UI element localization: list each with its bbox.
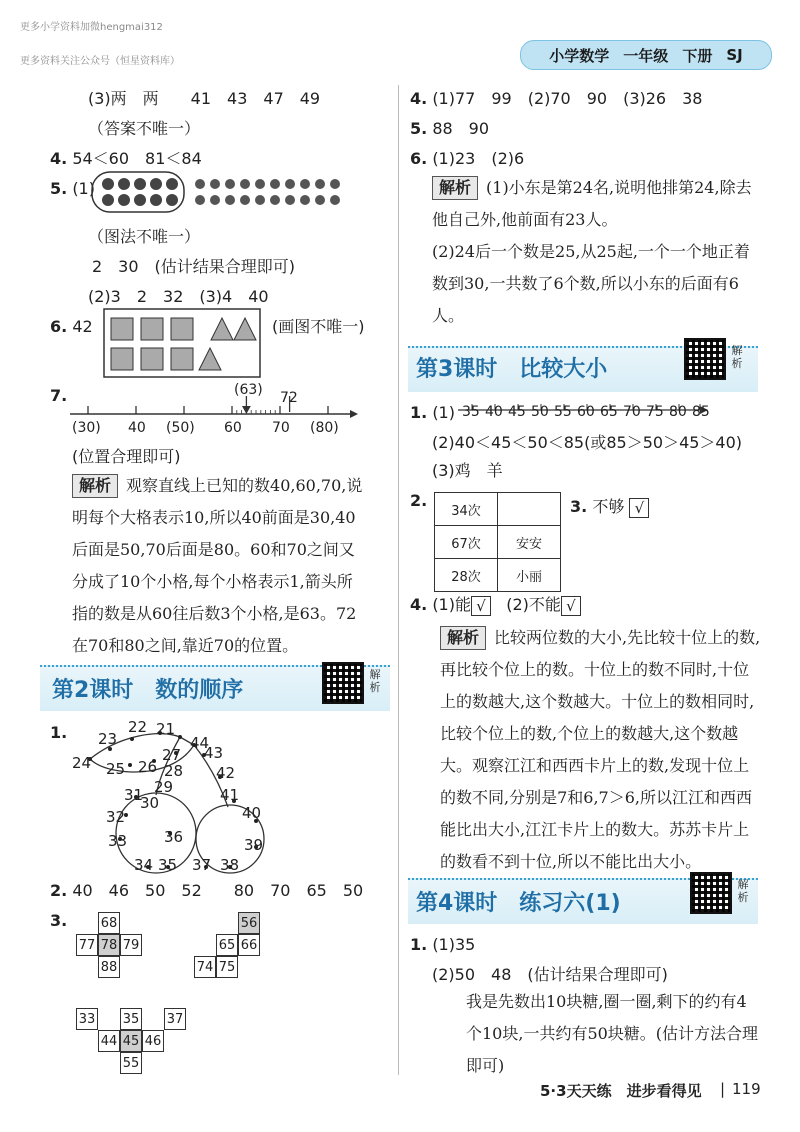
q5-line-3: (2)3 2 32 (3)4 40 [88,287,269,306]
left-analysis [72,470,364,662]
cherry-number: 21 [156,720,176,738]
question-number: 1. [410,403,428,422]
cherry-number: 34 [134,856,154,874]
qr-label: 解析 [737,878,749,904]
grid-b-cell: 65 [216,934,238,956]
left-line-1: (3)两 两 41 43 47 49 [88,89,321,108]
lesson3-analysis-text: 比较两位数的大小,先比较十位上的数,再比较个位上的数。十位上的数不同时,十位上的数越大,这个数越大。十位上的数相同时,比较个位上的数,个位上的数越大,这个数越大。观察江江和西西卡片上的数,发现十位上的数不同,分别是7和6,7＞6,所以江江和西西能比出大小,江江卡片上的数大。苏苏卡片上的数看不到十位,所以不能比出大小。 [440,628,761,871]
cherry-number: 28 [164,762,184,780]
cherry-number: 43 [204,744,224,762]
grid-c-cell: 45 [120,1030,142,1052]
cherry-number: 35 [158,856,178,874]
left-line-2: （答案不唯一） [88,119,201,138]
grid-a-cell: 77 [76,934,98,956]
cherry-number: 31 [124,786,144,804]
cherry-number: 39 [244,836,264,854]
cherry-number: 23 [98,730,118,748]
qr-label: 解析 [731,344,743,370]
page-number: 119 [732,1080,761,1098]
lesson3-table [434,492,561,592]
header-subject: 小学数学 [549,46,610,65]
lesson3-q4-b: (2)不能 [506,595,561,614]
grid-c-cell: 33 [76,1008,98,1030]
header-volume: 下册 [682,46,713,65]
cherry-number: 36 [164,828,184,846]
cherry-number: 25 [106,760,126,778]
question-number: 7. [50,386,68,405]
q2-answer: 40 46 50 52 80 70 65 50 [72,881,364,900]
cherry-number: 24 [72,754,92,772]
table-cell: 67次 [435,526,498,559]
lesson3-analysis [440,622,762,878]
watermark-line-2: 更多资料关注公众号（恒星资料库） [20,56,180,67]
header-banner [520,40,772,70]
cherry-number: 32 [106,808,126,826]
question-number: 5. [50,179,68,198]
cherry-number: 29 [154,778,174,796]
numline-label: 80 [669,404,687,420]
grid-a-cell: 88 [98,956,120,978]
question-number: 4. [410,89,428,108]
question-number: 6. [410,149,428,168]
grid-c-cell: 46 [142,1030,164,1052]
numline-label: 75 [646,404,664,420]
grid-b-cell: 56 [238,912,260,934]
q7-note: (位置合理即可) [72,447,181,466]
question-number: 5. [410,119,428,138]
table-cell: 34次 [435,493,498,526]
lesson-3-title: 第3课时 比较大小 [416,357,608,382]
shapes-figure [103,308,263,380]
lesson3-q1-part2: (2)40＜45＜50＜85(或85＞50＞45＞40) [432,433,743,452]
table-row [435,526,561,559]
q6-note: (画图不唯一) [272,317,365,336]
numline-label: 40 [485,404,503,420]
numline-label: 65 [600,404,618,420]
analysis-tag: 解析 [440,626,486,650]
check-icon: √ [471,596,491,616]
question-number: 3. [50,911,68,930]
q7-tick-label: (50) [166,420,195,436]
cherry-number: 42 [216,764,236,782]
cherry-number: 33 [108,832,128,850]
lesson-4-title: 第4课时 练习六(1) [416,891,621,916]
dots-figure [88,168,388,218]
grid-a-cell: 79 [120,934,142,956]
column-divider [398,85,399,1075]
check-icon: √ [629,498,649,518]
question-number: 2. [410,491,428,510]
right-q6-answer: (1)23 (2)6 [432,149,525,168]
numline-label: 45 [508,404,526,420]
grid-c-cell: 44 [98,1030,120,1052]
table-cell: 28次 [435,559,498,592]
q5-note: （图法不唯一） [88,227,201,246]
lesson3-q1-part1: (1) [432,403,455,422]
right-analysis [432,172,762,332]
grid-c-cell: 55 [120,1052,142,1074]
numline-label: 50 [531,404,549,420]
lesson3-q3-answer: 不够 [592,497,625,516]
grid-c-cell: 35 [120,1008,142,1030]
question-number: 1. [50,723,68,742]
cherry-number: 37 [192,856,212,874]
table-row [435,559,561,592]
q7-tick-label: (80) [310,420,339,436]
footer-separator: | [720,1080,726,1098]
lesson4-q1-part3: 我是先数出10块糖,圈一圈,剩下的约有4个10块,一共约有50块糖。(估计方法合理即可) [466,992,759,1075]
grid-a-cell: 78 [98,934,120,956]
lesson3-q4-a: (1)能 [432,595,471,614]
cherry-number: 26 [138,758,158,776]
cherry-number: 40 [242,804,262,822]
lesson4-q1-part1: (1)35 [432,935,476,954]
question-number: 6. [50,317,68,336]
cherry-number: 38 [220,856,240,874]
cherry-number: 27 [162,746,182,764]
q7-tick-label: 70 [272,420,290,436]
q7-tick-label: (30) [72,420,101,436]
analysis-tag: 解析 [72,474,118,498]
numline-label: 85 [692,404,710,420]
grid-b-cell: 75 [216,956,238,978]
q7-label-63: (63) [234,382,263,398]
grid-b-cell: 74 [194,956,216,978]
qr-code-icon[interactable] [322,662,364,704]
question-number: 4. [410,595,428,614]
check-icon: √ [561,596,581,616]
q7-label-72: 72 [280,390,298,406]
q6-answer: 42 [72,317,93,336]
analysis-tag: 解析 [432,176,478,200]
right-q4-answer: (1)77 99 (2)70 90 (3)26 38 [432,89,703,108]
cherry-number: 30 [140,794,160,812]
question-number: 1. [410,935,428,954]
lesson4-q1-part2: (2)50 48 (估计结果合理即可) [432,965,668,984]
grid-b-cell: 66 [238,934,260,956]
q7-tick-label: 40 [128,420,146,436]
left-analysis-text: 观察直线上已知的数40,60,70,说明每个大格表示10,所以40前面是30,40后面是50,70后面是80。60和70之间又分成了10个小格,每个小格表示1,箭头所指的数是从60往后数3个小格,是63。72在70和80之间,靠近70的位置。 [72,476,363,655]
q5-part-label: (1) [72,179,95,198]
header-edition: SJ [726,46,743,64]
table-cell [498,493,561,526]
question-number: 3. [570,497,588,516]
qr-code-icon[interactable] [690,872,732,914]
numline-label: 55 [554,404,572,420]
table-cell: 小丽 [498,559,561,592]
table-row [435,493,561,526]
grid-c-cell: 37 [164,1008,186,1030]
q5-line-2: 2 30 (估计结果合理即可) [92,257,296,276]
q7-tick-label: 60 [224,420,242,436]
cherry-number: 22 [128,718,148,736]
lesson-2-title: 第2课时 数的顺序 [52,678,244,703]
question-number: 2. [50,881,68,900]
numline-label: 70 [623,404,641,420]
header-grade: 一年级 [623,46,669,65]
numline-label: 60 [577,404,595,420]
q4-answer: 54＜60 81＜84 [72,149,202,168]
qr-label: 解析 [369,668,381,694]
numline-label: 35 [462,404,480,420]
right-analysis-text-2: (2)24后一个数是25,从25起,一个一个地正着数到30,一共数了6个数,所以小东的后面有6人。 [432,242,750,325]
right-q5-answer: 88 90 [432,119,490,138]
question-number: 4. [50,149,68,168]
cherry-number: 44 [190,734,210,752]
lesson3-q1-part3: (3)鸡 羊 [432,461,503,480]
watermark-line-1: 更多小学资料加微hengmai312 [20,22,163,33]
qr-code-icon[interactable] [684,338,726,380]
right-analysis-text-1: (1)小东是第24名,说明他排第24,除去他自己外,他前面有23人。 [432,178,752,229]
table-cell: 安安 [498,526,561,559]
cherry-number: 41 [220,786,240,804]
footer-brand: 5·3天天练 进步看得见 [540,1082,702,1100]
grid-a-cell: 68 [98,912,120,934]
